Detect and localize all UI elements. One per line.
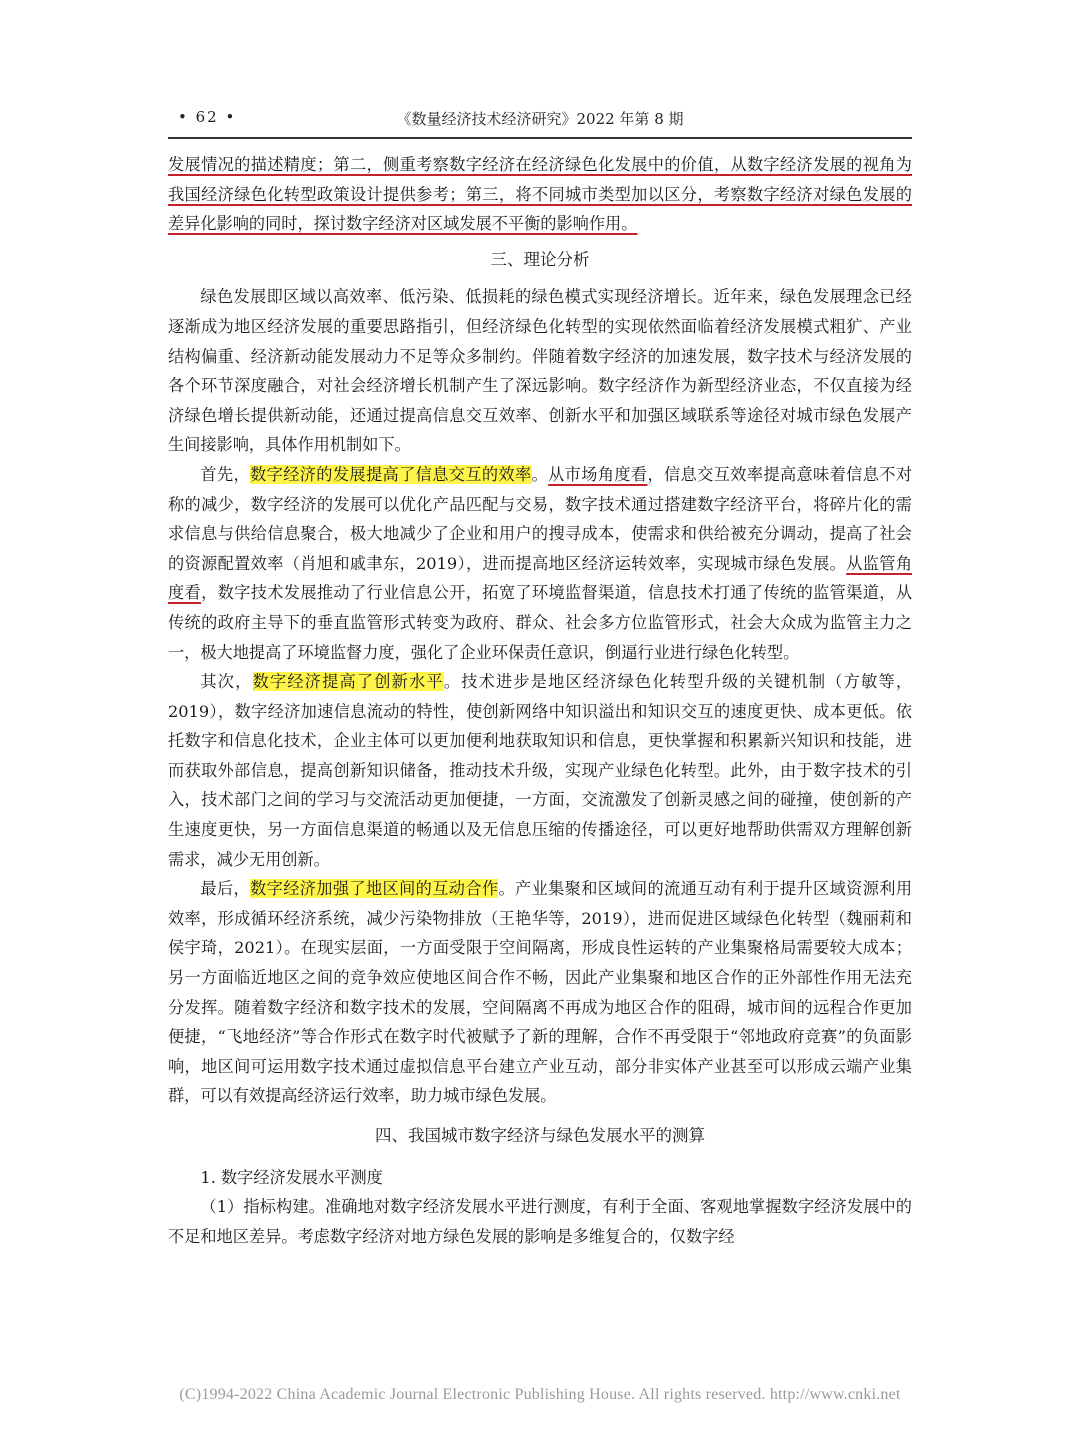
highlighted-text: 数字经济提高了创新水平: [252, 672, 444, 692]
journal-title: 《数量经济技术经济研究》2022 年第 8 期: [396, 110, 684, 128]
paragraph-text: 。: [531, 464, 549, 484]
underlined-text: 从监管角度看: [168, 553, 913, 603]
paragraph-text: 。产业集聚和区域间的流通互动有利于提升区域资源利用效率，形成循环经济系统，减少污染物排放（王艳华等，2019），进而促进区域绿色化转型（魏丽莉和侯宇琦，2021）。在现实层面，一方面受限于空间隔离，形成良性运转的产业集聚格局需要较大成本；另一方面临近地区之间的竞争效应使地区间合作不畅，因此产业集聚和地区合作的正外部性作用无法充分发挥。随着数字经济和数字技术的发展，空间隔离不再成为地区合作的阻碍，城市间的远程合作更加便捷，“飞地经济”等合作形式在数字时代被赋予了新的理解，合作不再受限于“邻地政府竞赛”的负面影响，地区间可运用数字技术通过虚拟信息平台建立产业互动，部分非实体产业甚至可以形成云端产业集群，可以有效提高经济运行效率，助力城市绿色发展。: [168, 879, 913, 1106]
highlighted-text: 数字经济的发展提高了信息交互的效率: [250, 464, 532, 484]
section-4-paragraph-1: （1）指标构建。准确地对数字经济发展水平进行测度，有利于全面、客观地掌握数字经济发展中的不足和地区差异。考虑数字经济对地方绿色发展的影响是多维复合的，仅数字经: [168, 1197, 912, 1246]
paragraph-text: ，信息交互效率提高意味着信息不对称的减少，数字经济的发展可以优化产品匹配与交易，数字技术通过搭建数字经济平台，将碎片化的需求信息与供给信息聚合，极大地减少了企业和用户的搜寻成本，使需求和供给被充分调动，提高了社会的资源配置效率（肖旭和戚聿东，2019），进而提高地区经济运转效率，实现城市绿色发展。: [168, 464, 913, 573]
lead-text: 首先，: [200, 464, 251, 484]
paragraph-text: ，数字技术发展推动了行业信息公开，拓宽了环境监督渠道，信息技术打通了传统的监管渠道，从传统的政府主导下的垂直监管形式转变为政府、群众、社会多方位监管形式，社会大众成为监管主力之一，极大地提高了环境监督力度，强化了企业环保责任意识，倒逼行业进行绿色化转型。: [168, 583, 913, 662]
lead-text: 其次，: [200, 672, 253, 692]
copyright-footer: (C)1994-2022 China Academic Journal Electronic Publishing House. All rights reserved. http://www.cnki.net: [179, 1386, 901, 1403]
page-number: • 62 •: [178, 108, 237, 126]
paragraph-text: 。技术进步是地区经济绿色化转型升级的关键机制（方敏等，2019），数字经济加速信息流动的特性，使创新网络中知识溢出和知识交互的速度更快、成本更低。依托数字和信息化技术，企业主体可以更加便利地获取知识和信息，更快掌握和积累新兴知识和技能，进而获取外部信息，提高创新知识储备，推动技术升级，实现产业绿色化转型。此外，由于数字技术的引入，技术部门之间的学习与交流活动更加便捷，一方面，交流激发了创新灵感之间的碰撞，使创新的产生速度更快，另一方面信息渠道的畅通以及无信息压缩的传播途径，可以更好地帮助供需双方理解创新需求，减少无用创新。: [168, 672, 913, 869]
section-4-title: 四、我国城市数字经济与绿色发展水平的测算: [375, 1126, 705, 1145]
header-divider: [168, 137, 912, 139]
section-3-paragraph-4: [168, 874, 912, 1111]
highlighted-text: 数字经济加强了地区间的互动合作: [250, 879, 499, 899]
intro-paragraph: [168, 150, 912, 239]
article-body: [168, 150, 912, 1251]
section-3-paragraph-3: [168, 667, 912, 874]
page-header: [168, 106, 912, 132]
section-3-paragraph-1: 绿色发展即区域以高效率、低污染、低损耗的绿色模式实现经济增长。近年来，绿色发展理念已经逐渐成为地区经济发展的重要思路指引，但经济绿色化转型的实现依然面临着经济发展模式粗犷、产业结构偏重、经济新动能发展动力不足等众多制约。伴随着数字经济的加速发展，数字技术与经济发展的各个环节深度融合，对社会经济增长机制产生了深远影响。数字经济作为新型经济业态，不仅直接为经济绿色增长提供新动能，还通过提高信息交互效率、创新水平和加强区域联系等途径对城市绿色发展产生间接影响，具体作用机制如下。: [168, 287, 912, 455]
lead-text: 最后，: [200, 879, 251, 899]
section-3-paragraph-2: [168, 460, 912, 667]
underlined-text: 发展情况的描述精度；第二，侧重考察数字经济在经济绿色化发展中的价值，从数字经济发展的视角为我国经济绿色化转型政策设计提供参考；第三，将不同城市类型加以区分，考察数字经济对绿色发展的差异化影响的同时，探讨数字经济对区域发展不平衡的影响作用。: [168, 155, 912, 234]
section-3-title: 三、理论分析: [490, 249, 590, 269]
section-4-subheading: 1. 数字经济发展水平测度: [200, 1167, 383, 1187]
underlined-text: 从市场角度看: [548, 464, 648, 484]
